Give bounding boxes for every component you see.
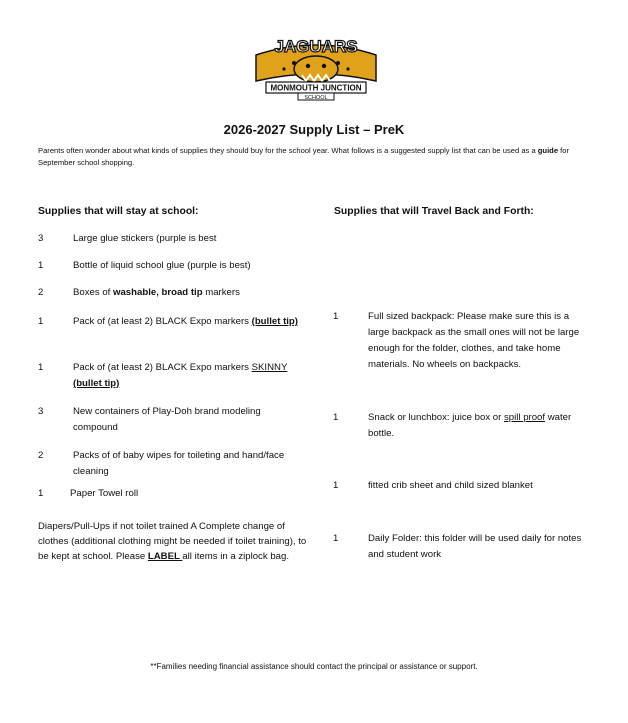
item-text-a: Snack or lunchbox: juice box or [368,412,504,423]
clothing-note-a: Diapers/Pull-Ups if not toilet trained A Complete change of clothes (additional clothing might be needed if toilet training), to be kept at school. Please [38,521,307,562]
logo-wordmark: JAGUARS [274,37,358,56]
item-text [73,314,298,330]
logo-banner-text: MONMOUTH JUNCTION [270,83,362,93]
list-item [333,478,593,494]
list-item [38,360,298,392]
footer-note: **Families needing financial assistance should contact the principal or assistance or support. [150,662,478,671]
item-text-underline: SKINNY [251,362,288,373]
page-title: 2026-2027 Supply List – PreK [223,122,405,137]
item-qty: 1 [38,488,44,499]
list-item [38,404,298,436]
item-qty: 1 [38,316,44,327]
right-column-heading: Supplies that will Travel Back and Forth: [334,206,534,217]
list-item [333,410,593,442]
item-qty: 1 [38,260,44,271]
left-column-heading: Supplies that will stay at school: [38,206,199,217]
clothing-note-bold: LABEL [147,551,183,562]
item-qty: 1 [38,362,44,373]
jaguar-eye-left [306,64,310,68]
jaguar-eye-right [322,64,326,68]
item-qty: 3 [38,406,44,417]
item-text-b: water bottle. [368,412,572,439]
item-text-underline: spill proof [504,412,546,423]
intro-bold: guide [537,146,559,155]
item-text-a: Pack of (at least 2) BLACK Expo markers [73,316,252,327]
item-qty: 1 [333,311,339,322]
item-text-a: Boxes of [73,287,113,298]
list-item [333,531,593,563]
item-text: Packs of of baby wipes for toileting and hand/face cleaning [73,450,285,477]
item-qty: 1 [333,533,339,544]
item-text: Paper Towel roll [70,488,139,499]
item-text: Daily Folder: this folder will be used daily for notes and student work [368,533,582,560]
item-text-bold: washable, broad tip [113,287,203,298]
item-text-b: markers [202,287,240,298]
item-qty: 2 [38,450,44,461]
list-item [38,486,298,502]
item-text [368,410,590,442]
item-qty: 1 [333,480,339,491]
item-text [73,360,298,392]
item-qty: 3 [38,233,44,244]
clothing-note [38,519,310,564]
intro-text-1: Parents often wonder about what kinds of supplies they should buy for the school year. What follows is a suggested supply list that can be used as a [38,146,538,155]
list-item [38,231,298,247]
list-item [38,258,298,274]
intro-paragraph [38,145,598,169]
logo-sub-text: SCHOOL [304,95,328,101]
item-text: Full sized backpack: Please make sure this is a large backpack as the small ones will not be large enough for the folder, clothes, and take home materials. No wheels on backpacks. [368,311,580,370]
item-text-bold: (bullet tip) [251,316,298,327]
list-item [38,285,298,301]
clothing-note-b: all items in a ziplock bag. [182,551,289,562]
intro-text-2: for September school shopping. [38,146,570,167]
list-item [38,448,308,480]
jaguar-spot [292,61,296,65]
jaguar-spot [282,67,285,70]
item-text: fitted crib sheet and child sized blanket [368,480,533,491]
jaguars-school-logo [254,33,378,103]
item-qty: 1 [333,412,339,423]
item-text: New containers of Play-Doh brand modeling compound [73,406,261,433]
list-item [38,314,298,346]
item-text-bold: (bullet tip) [73,378,120,389]
item-text [73,285,298,301]
item-text: Bottle of liquid school glue (purple is best) [73,260,251,271]
jaguar-spot [346,67,349,70]
jaguar-spot [336,61,340,65]
item-text-a: Pack of (at least 2) BLACK Expo markers [73,362,252,373]
item-qty: 2 [38,287,44,298]
item-text: Large glue stickers (purple is best [73,233,217,244]
list-item [333,309,593,373]
